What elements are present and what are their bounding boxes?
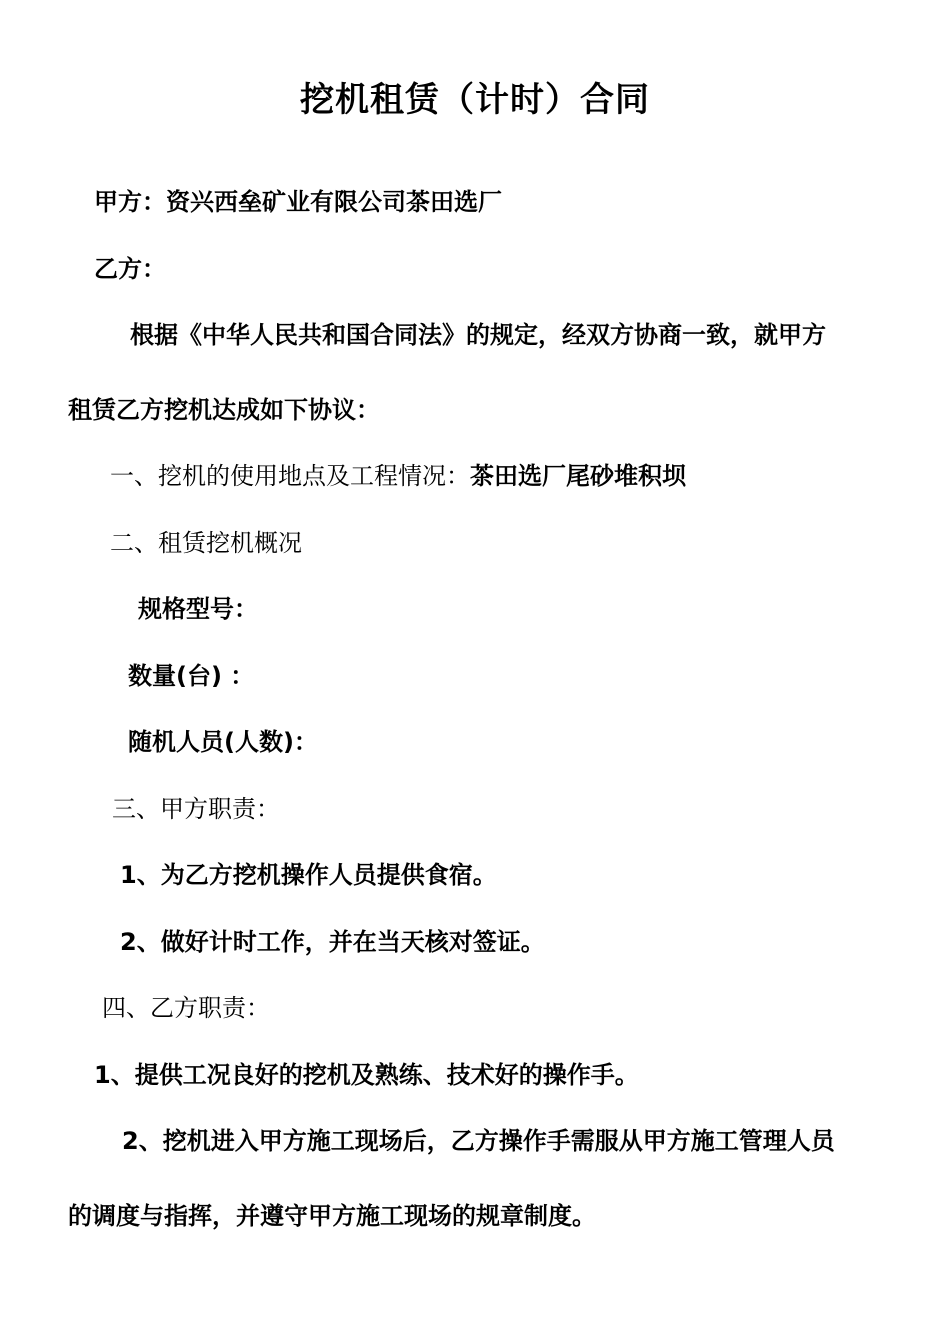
party-a-line bbox=[94, 186, 502, 218]
party-a-label: 甲方： bbox=[94, 188, 166, 216]
staff-label: 随机人员(人数)： bbox=[128, 728, 318, 756]
section-3-item-1: 1、为乙方挖机操作人员提供食宿。 bbox=[120, 861, 497, 889]
document-title: 挖机租赁（计时）合同 bbox=[300, 80, 650, 120]
section-3-item-2: 2、做好计时工作，并在当天核对签证。 bbox=[120, 928, 545, 956]
party-b-label: 乙方： bbox=[94, 255, 166, 283]
section-4-item-1: 1、提供工况良好的挖机及熟练、技术好的操作手。 bbox=[94, 1061, 639, 1089]
section-2-heading: 二、租赁挖机概况 bbox=[110, 529, 302, 557]
section-1 bbox=[110, 460, 686, 492]
quantity-line bbox=[128, 660, 254, 692]
spec-line bbox=[138, 593, 258, 625]
section-4-item-2-line-1: 2、挖机进入甲方施工现场后，乙方操作手需服从甲方施工管理人员 bbox=[122, 1127, 835, 1155]
quantity-label: 数量(台) ： bbox=[128, 662, 255, 690]
party-a-name: 资兴西垒矿业有限公司茶田选厂 bbox=[166, 188, 502, 216]
party-b-line bbox=[94, 253, 166, 285]
section-1-value: 茶田选厂尾砂堆积坝 bbox=[470, 462, 686, 490]
preamble-line-1: 根据《中华人民共和国合同法》的规定，经双方协商一致，就甲方 bbox=[130, 321, 826, 349]
staff-line bbox=[128, 726, 318, 758]
section-3-heading: 三、甲方职责： bbox=[112, 795, 280, 823]
preamble-line-2: 租赁乙方挖机达成如下协议： bbox=[68, 396, 380, 424]
section-4-item-2-line-2: 的调度与指挥，并遵守甲方施工现场的规章制度。 bbox=[68, 1202, 596, 1230]
spec-label: 规格型号： bbox=[138, 595, 258, 623]
section-1-label: 一、挖机的使用地点及工程情况： bbox=[110, 462, 470, 490]
section-4-heading: 四、乙方职责： bbox=[102, 994, 270, 1022]
